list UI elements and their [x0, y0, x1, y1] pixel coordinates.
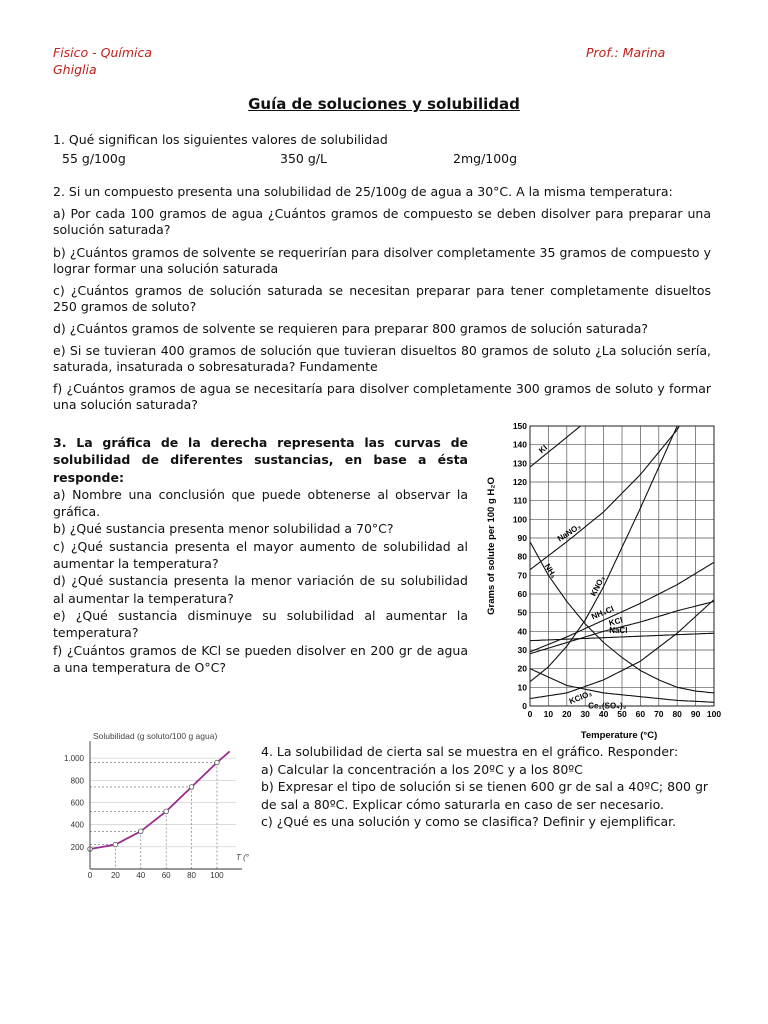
q2-item-c: c) ¿Cuántos gramos de solución saturada se necesitan preparar para tener completamente disueltos 250 gramos de soluto? [53, 283, 711, 314]
q3-intro: 3. La gráfica de la derecha representa las curvas de solubilidad de diferentes sustancias, en base a ésta responde: [53, 435, 468, 485]
q4-item-a: a) Calcular la concentración a los 20ºC y a los 80ºC [261, 761, 583, 777]
chart1-series-label: KClO₃ [567, 688, 594, 707]
chart1-y-tick-label: 50 [517, 607, 527, 618]
q3-block [53, 434, 468, 676]
chart1-series-label: NH₄Cl [590, 604, 616, 622]
chart1-y-tick-label: 20 [517, 663, 527, 674]
chart1-x-tick-label: 40 [598, 709, 609, 719]
q2-item-d: d) ¿Cuántos gramos de solvente se requieren para preparar 800 gramos de solución saturada? [53, 321, 649, 336]
chart1-x-tick-label: 80 [672, 709, 682, 719]
q3-item-f: f) ¿Cuántos gramos de KCl se pueden disolver en 200 gr de agua a una temperatura de O°C? [53, 642, 468, 675]
chart2-x-tick-label: 20 [110, 871, 120, 879]
chart1-y-tick-label: 40 [517, 626, 527, 637]
chart1-x-tick-label: 20 [562, 709, 572, 719]
chart2-x-tick-label: 80 [187, 871, 197, 879]
chart1-y-tick-label: 60 [517, 589, 527, 599]
chart1-y-tick-label: 150 [512, 421, 527, 431]
chart1-x-tick-label: 60 [635, 709, 646, 719]
chart1-y-tick-label: 120 [512, 477, 527, 487]
header-subject [53, 44, 152, 78]
chart2-y-tick-label: 600 [70, 798, 84, 808]
header-subject-line1: Fisico - Química [53, 45, 153, 60]
chart2-y-tick-label: 400 [70, 820, 84, 830]
chart1-y-tick-label: 130 [512, 458, 527, 469]
chart2-x-axis-label: T (° [236, 853, 249, 862]
q4-item-b: b) Expresar el tipo de solución si se tienen 600 gr de sal a 40ºC; 800 gr de sal a 80ºC. Explicar cómo saturarla en caso de ser necesario. [261, 779, 709, 812]
q3-item-d: d) ¿Qué sustancia presenta la menor variación de su solubilidad al aumentar la temperatura? [53, 573, 468, 606]
solubility-curves-chart [482, 418, 722, 743]
chart2-point [215, 760, 220, 765]
chart1-y-tick-label: 100 [512, 514, 527, 525]
header-teacher: Prof.: Marina [586, 45, 666, 60]
chart1-y-tick-label: 110 [513, 495, 527, 506]
chart1-y-tick-label: 80 [517, 551, 527, 562]
chart2-x-tick-label: 100 [210, 871, 224, 879]
chart2-y-axis-label: Solubilidad (g soluto/100 g agua) [93, 731, 218, 741]
chart1-y-axis-label: Grams of solute per 100 g H₂O [486, 477, 497, 615]
chart1-y-tick-label: 30 [517, 645, 527, 655]
chart2-x-tick-label: 40 [136, 871, 146, 879]
chart1-series-label: NaCl [609, 626, 628, 636]
chart1-series-label: Ce₂(SO₄)₃ [588, 701, 627, 711]
page-title: Guía de soluciones y solubilidad [248, 95, 520, 113]
chart1-x-tick-label: 100 [706, 709, 722, 719]
q2-intro: 2. Si un compuesto presenta una solubilidad de 25/100g de agua a 30°C. A la misma temperatura: [53, 184, 673, 199]
q4-block [261, 743, 711, 831]
q1-value-3: 2mg/100g [453, 151, 518, 166]
q3-item-c: c) ¿Qué sustancia presenta el mayor aumento de solubilidad al aumentar la temperatura? [53, 538, 468, 572]
chart2-y-tick-label: 800 [70, 776, 84, 786]
chart1-x-tick-label: 30 [580, 709, 590, 719]
q2-item-f: f) ¿Cuántos gramos de agua se necesitaría para disolver completamente 300 gramos de soluto y formar una solución saturada? [53, 381, 711, 412]
q1-value-2: 350 g/L [280, 151, 327, 166]
chart1-y-tick-label: 0 [522, 701, 527, 711]
chart1-y-tick-label: 140 [512, 439, 527, 450]
q3-item-e: e) ¿Qué sustancia disminuye su solubilidad al aumentar la temperatura? [53, 607, 468, 641]
chart1-series-label: NaNO₃ [555, 521, 583, 544]
q1-value-1: 55 g/100g [62, 151, 126, 166]
header-subject-line2: Ghiglia [53, 62, 97, 77]
chart1-series-label: NH₃ [542, 562, 559, 580]
q2-item-a: a) Por cada 100 gramos de agua ¿Cuántos gramos de compuesto se deben disolver para preparar una solución saturada? [53, 206, 711, 237]
chart1-y-tick-label: 10 [517, 682, 527, 693]
salt-solubility-chart [58, 727, 253, 879]
chart1-x-axis-label: Temperature (°C) [580, 730, 658, 741]
chart1-x-tick-label: 0 [527, 709, 533, 719]
chart2-x-tick-label: 0 [87, 871, 93, 879]
chart2-point [164, 809, 169, 814]
chart1-y-tick-label: 90 [517, 533, 527, 543]
chart2-point [189, 785, 194, 790]
chart1-y-tick-label: 70 [517, 570, 527, 581]
chart2-y-tick-label: 1.000 [63, 754, 84, 764]
chart1-x-tick-label: 70 [654, 709, 664, 719]
chart1-series-label: KCl [608, 615, 624, 628]
chart1-x-tick-label: 90 [690, 709, 701, 719]
q3-item-a: a) Nombre una conclusión que puede obtenerse al observar la gráfica. [53, 486, 468, 520]
chart1-series-label: KNO₃ [588, 574, 607, 598]
q2-item-b: b) ¿Cuántos gramos de solvente se requerirían para disolver completamente 35 gramos de compuesto y lograr formar una solución saturada [53, 245, 711, 276]
q1-text: 1. Qué significan los siguientes valores de solubilidad [53, 132, 388, 147]
chart2-x-tick-label: 60 [161, 871, 171, 879]
q4-item-c: c) ¿Qué es una solución y como se clasifica? Definir y ejemplificar. [261, 814, 677, 829]
chart1-series-label: KI [537, 443, 550, 456]
chart1-x-tick-label: 50 [617, 709, 627, 719]
chart2-point [138, 829, 143, 834]
chart2-curve [90, 751, 230, 849]
q4-line-1: 4. La solubilidad de cierta sal se muestra en el gráfico. Responder: [261, 744, 679, 759]
q3-item-b: b) ¿Qué sustancia presenta menor solubilidad a 70°C? [53, 521, 394, 537]
chart2-y-tick-label: 200 [70, 842, 84, 852]
chart2-point [113, 842, 118, 847]
q2-item-e: e) Si se tuvieran 400 gramos de solución que tuvieran disueltos 80 gramos de soluto ¿La solución sería, saturada, insaturada o sobresaturada? Fundamente [53, 343, 711, 374]
chart1-x-tick-label: 10 [543, 709, 554, 719]
